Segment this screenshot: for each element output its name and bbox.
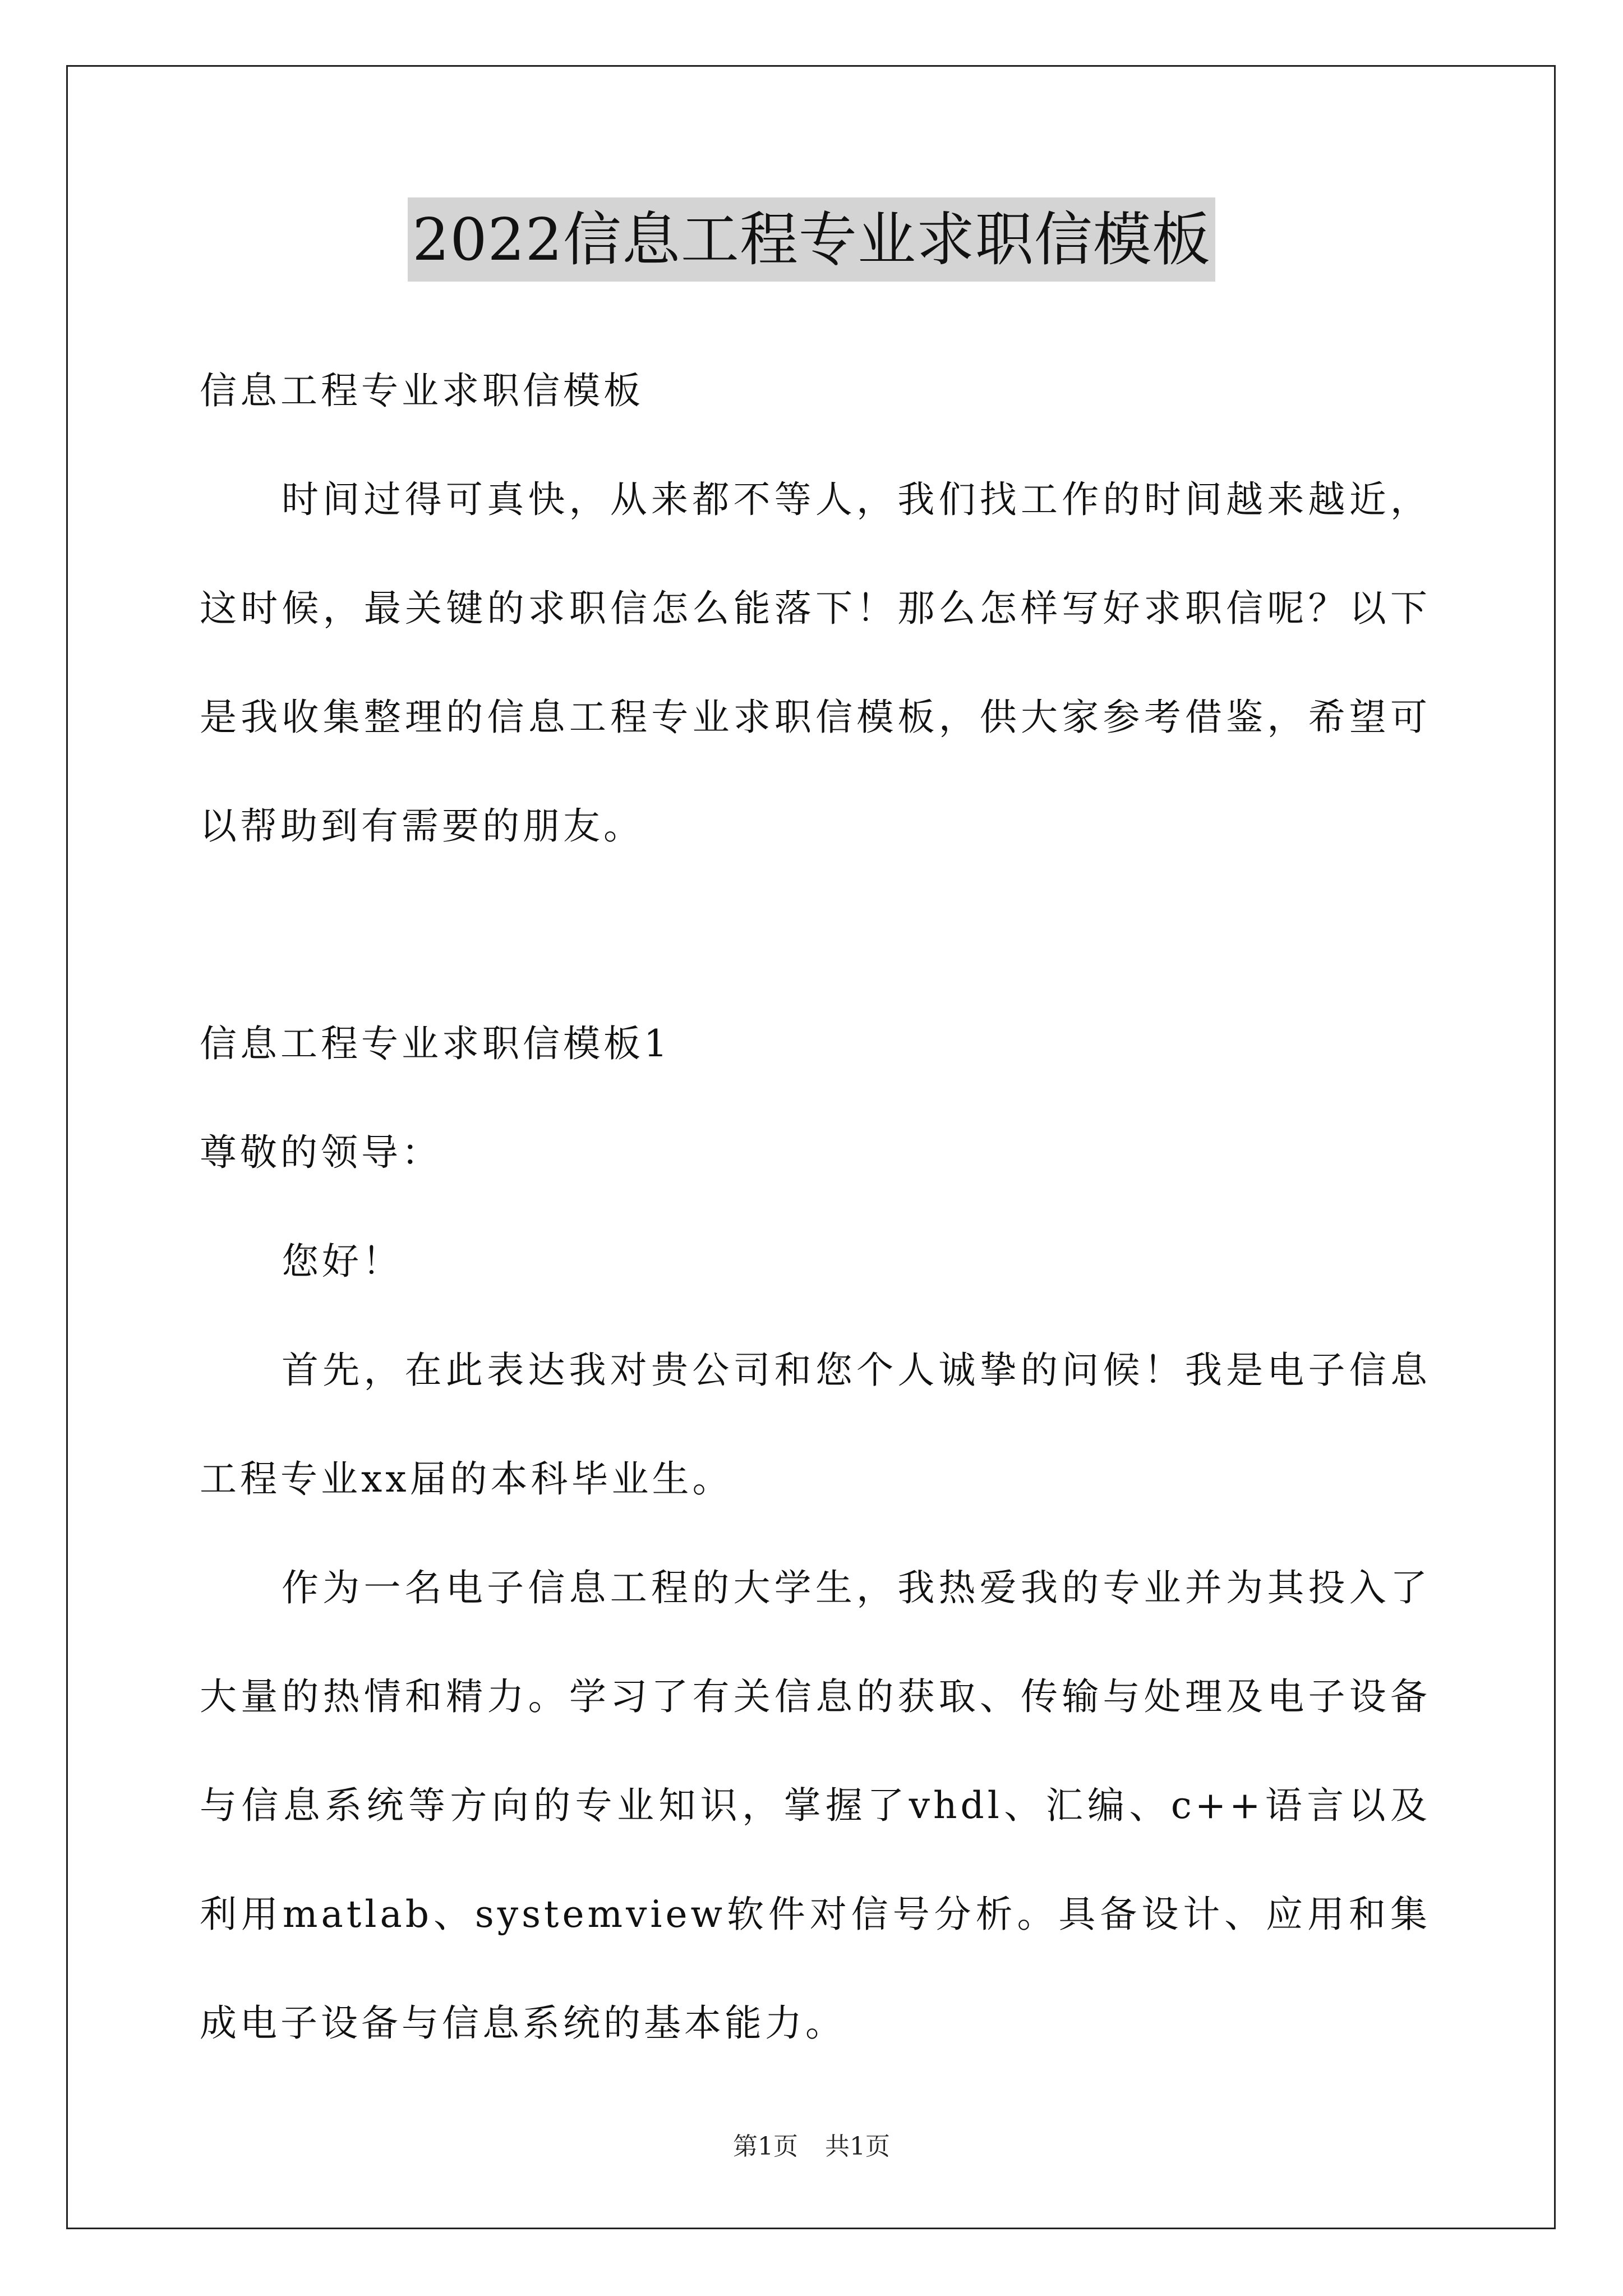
page-total: 共1页 <box>825 2132 890 2161</box>
subtitle-paragraph: 信息工程专业求职信模板 <box>200 369 644 412</box>
document-title: 2022信息工程专业求职信模板 <box>408 197 1215 282</box>
page-footer <box>0 2130 1623 2164</box>
intro-paragraph: 时间过得可真快，从来都不等人，我们找工作的时间越来越近，这时候，最关键的求职信怎么能落下！那么怎样写好求职信呢？以下是我收集整理的信息工程专业求职信模板，供大家参考借鉴，希望可以帮助到有需要的朋友。 <box>200 478 1431 848</box>
body-paragraph-1: 首先，在此表达我对贵公司和您个人诚挚的问候！我是电子信息工程专业xx届的本科毕业生。 <box>200 1349 1431 1501</box>
page-number: 第1页 <box>733 2132 798 2161</box>
section-heading: 信息工程专业求职信模板1 <box>200 1022 671 1065</box>
salutation: 尊敬的领导： <box>200 1131 442 1174</box>
greeting: 您好！ <box>282 1240 403 1283</box>
title-container <box>0 197 1623 282</box>
document-body <box>200 337 1431 2078</box>
body-paragraph-2: 作为一名电子信息工程的大学生，我热爱我的专业并为其投入了大量的热情和精力。学习了有关信息的获取、传输与处理及电子设备与信息系统等方向的专业知识，掌握了vhdl、汇编、c++语言以及利用matlab、systemview软件对信号分析。具备设计、应用和集成电子设备与信息系统的基本能力。 <box>200 1566 1431 2045</box>
